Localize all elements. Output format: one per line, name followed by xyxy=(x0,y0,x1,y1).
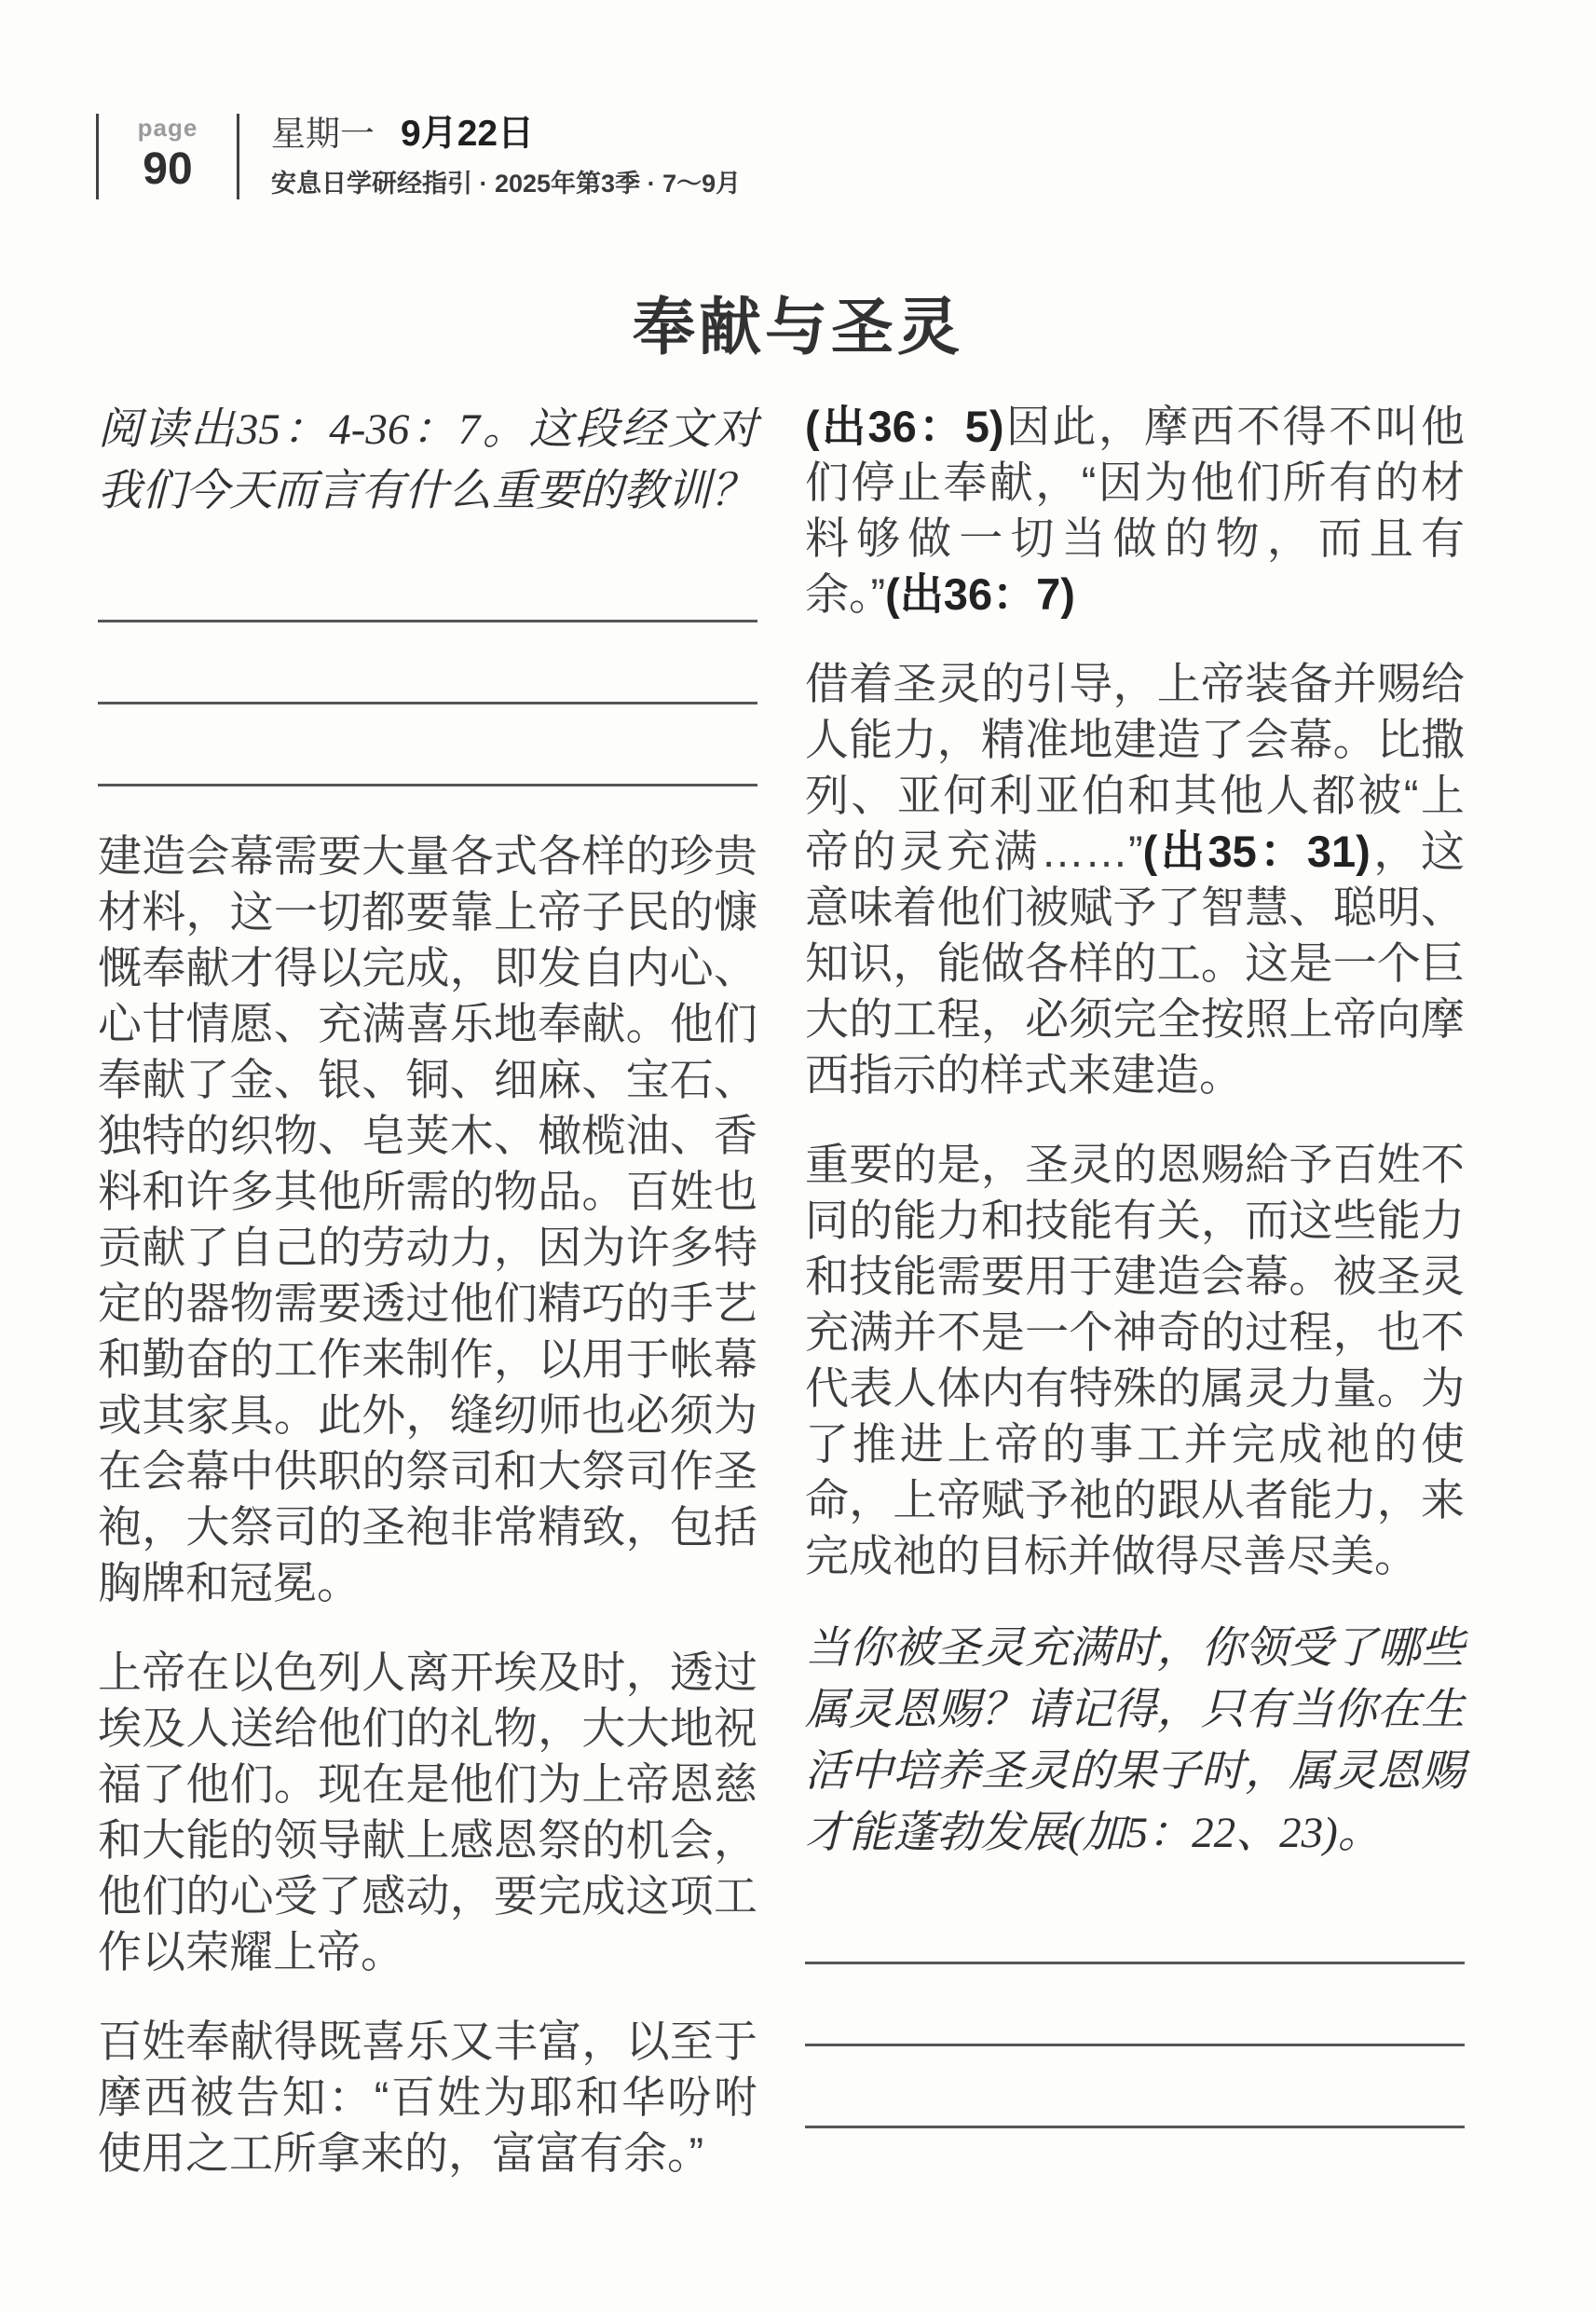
scripture-reference: (出36：7) xyxy=(885,569,1075,619)
answer-lines xyxy=(98,540,757,786)
guide-title-line: 安息日学研经指引 · 2025年第3季 · 7～9月 xyxy=(271,170,742,198)
text-segment: 阅读出35：4-36：7。这段经文对我们今天而言有什么重要的教训？ xyxy=(98,405,757,515)
text-segment: 因此，摩西不得不叫他们停止奉献，“因为他们所有的材料够做一切当做的物，而且有余。” xyxy=(805,402,1465,619)
text-segment: 上帝在以色列人离开埃及时，透过埃及人送给他们的礼物，大大地祝福了他们。现在是他们为上帝恩慈和大能的领导献上感恩祭的机会，他们的心受了感动，要完成这项工作以荣耀上帝。 xyxy=(98,1648,757,1976)
right-column xyxy=(805,399,1465,2170)
scripture-reference: (出36：5) xyxy=(805,402,1004,451)
date-label: 9月22日 xyxy=(401,114,535,154)
weekday-label: 星期一 xyxy=(271,115,375,153)
question-paragraph xyxy=(805,1618,1465,1864)
weekday-date-line xyxy=(271,114,741,162)
page-number: 90 xyxy=(143,144,193,194)
answer-line xyxy=(805,1964,1465,2046)
answer-line xyxy=(98,540,757,622)
answer-line xyxy=(98,622,757,704)
body-paragraph xyxy=(805,399,1465,622)
body-paragraph xyxy=(98,828,757,1611)
answer-line xyxy=(805,2046,1465,2128)
body-paragraph xyxy=(98,1645,757,1980)
body-paragraph xyxy=(805,1137,1465,1584)
answer-line xyxy=(805,1882,1465,1964)
text-segment: 借着圣灵的引导，上帝装备并赐给人能力，精准地建造了会幕。比撒列、亚何利亚伯和其他人都被“上帝的灵充满……” xyxy=(805,659,1465,876)
page-label: page xyxy=(137,114,198,142)
text-segment: 百姓奉献得既喜乐又丰富，以至于摩西被告知：“百姓为耶和华吩咐使用之工所拿来的，富富有余。” xyxy=(98,2017,757,2178)
body-paragraph xyxy=(98,2014,757,2181)
left-column xyxy=(98,399,757,2215)
scripture-reference: (出35：31) xyxy=(1142,827,1371,876)
page-header xyxy=(96,114,741,199)
body-paragraph xyxy=(805,656,1465,1103)
text-columns xyxy=(98,399,1465,2215)
answer-lines xyxy=(805,1882,1465,2128)
lesson-title: 奉献与圣灵 xyxy=(633,294,963,362)
page-number-block xyxy=(99,114,237,199)
question-paragraph xyxy=(98,399,757,522)
text-segment: 重要的是，圣灵的恩赐給予百姓不同的能力和技能有关，而这些能力和技能需要用于建造会幕。被圣灵充满并不是一个神奇的过程，也不代表人体内有特殊的属灵力量。为了推进上帝的事工并完成祂的使命，上帝赋予祂的跟从者能力，来完成祂的目标并做得尽善尽美。 xyxy=(805,1140,1465,1580)
text-segment: ，这意味着他们被赋予了智慧、聪明、知识，能做各样的工。这是一个巨大的工程，必须完全按照上帝向摩西指示的样式来建造。 xyxy=(805,827,1466,1100)
text-segment: 当你被圣灵充满时，你领受了哪些属灵恩赐？请记得，只有当你在生活中培养圣灵的果子时，属灵恩赐才能蓬勃发展(加5：22、23)。 xyxy=(805,1624,1465,1857)
answer-line xyxy=(98,704,757,786)
date-block xyxy=(239,114,741,199)
text-segment: 建造会幕需要大量各式各样的珍贵材料，这一切都要靠上帝子民的慷慨奉献才得以完成，即发自内心、心甘情愿、充满喜乐地奉献。他们奉献了金、银、铜、细麻、宝石、独特的织物、皂荚木、橄榄油、香料和许多其他所需的物品。百姓也贡献了自己的劳动力，因为许多特定的器物需要透过他们精巧的手艺和勤奋的工作来制作，以用于帐幕或其家具。此外，缝纫师也必须为在会幕中供职的祭司和大祭司作圣袍，大祭司的圣袍非常精致，包括胸牌和冠冕。 xyxy=(98,831,757,1607)
